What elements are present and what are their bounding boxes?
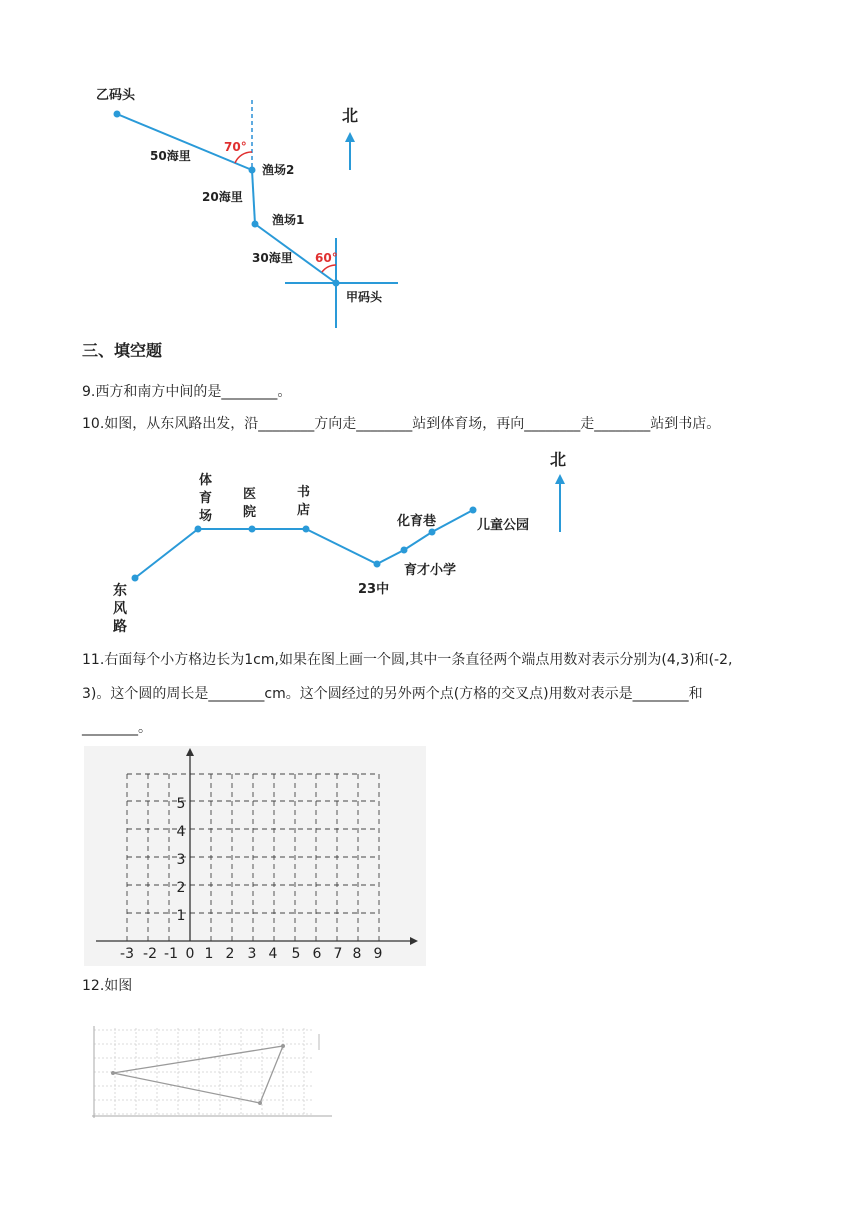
fig2-label-shudian-1: 书 bbox=[297, 485, 311, 500]
question-12: 12.如图 bbox=[82, 978, 133, 994]
fig3-grid-lines bbox=[127, 774, 379, 941]
fig3-x-tick-label: 2 bbox=[225, 946, 235, 962]
fig1-label-north: 北 bbox=[342, 106, 359, 125]
fig2-label-tiyuchang-1: 体 bbox=[199, 473, 213, 488]
fig2-point-23zhong bbox=[374, 561, 381, 568]
fig3-y-tick-label: 4 bbox=[176, 824, 186, 840]
fig1-label-dist-30: 30海里 bbox=[252, 251, 293, 265]
fig1-route-diagram bbox=[80, 80, 420, 335]
fig2-point-ertong bbox=[470, 507, 477, 514]
fig4-vertex-b bbox=[281, 1044, 285, 1048]
fig1-point-yi bbox=[114, 111, 121, 118]
fig2-label-tiyuchang-2: 育 bbox=[199, 491, 213, 506]
fig2-label-yiyuan-1: 医 bbox=[243, 487, 257, 502]
question-9: 9.西方和南方中间的是________。 bbox=[82, 384, 292, 400]
fig3-x-tick-label: 7 bbox=[333, 946, 343, 962]
fig1-label-fishery1: 渔场1 bbox=[272, 213, 305, 227]
fig1-label-angle-60: 60° bbox=[315, 251, 338, 265]
fig2-label-shudian-2: 店 bbox=[297, 503, 311, 518]
fig2-label-dongfeng-3: 路 bbox=[113, 619, 127, 635]
fig2-point-huayuxiang bbox=[429, 529, 436, 536]
fig1-label-yi-dock: 乙码头 bbox=[96, 88, 136, 103]
fig2-point-yiyuan bbox=[249, 526, 256, 533]
fig3-axis-labels bbox=[120, 796, 382, 962]
fig3-x-tick-label: 1 bbox=[204, 946, 214, 962]
question-11-line3: ________。 bbox=[82, 720, 152, 736]
fig2-label-yucai: 育才小学 bbox=[404, 563, 457, 578]
fig1-label-dist-20: 20海里 bbox=[202, 190, 243, 204]
fig1-label-fishery2: 渔场2 bbox=[262, 163, 295, 177]
question-10: 10.如图，从东风路出发，沿________方向走________站到体育场，再向________走________站到书店。 bbox=[82, 416, 721, 432]
fig1-label-jia-dock: 甲码头 bbox=[346, 290, 383, 304]
fig3-y-tick-label: 3 bbox=[176, 852, 186, 868]
fig2-route-map bbox=[100, 445, 600, 640]
fig3-x-tick-label: 8 bbox=[352, 946, 362, 962]
question-11-line2: 3)。这个圆的周长是________cm。这个圆经过的另外两个点(方格的交叉点)用数对表示是________和 bbox=[82, 686, 703, 702]
fig2-label-dongfeng-1: 东 bbox=[113, 583, 127, 599]
fig2-label-tiyuchang-3: 场 bbox=[199, 509, 213, 524]
fig3-x-tick-label: 3 bbox=[247, 946, 257, 962]
fig2-label-north: 北 bbox=[550, 450, 567, 469]
fig4-faint-triangle-diagram bbox=[82, 1020, 342, 1125]
fig2-label-23zhong: 23中 bbox=[358, 582, 390, 597]
fig3-y-tick-label: 1 bbox=[176, 908, 186, 924]
question-11-line1: 11.右面每个小方格边长为1cm,如果在图上画一个圆,其中一条直径两个端点用数对表示分别为(4,3)和(-2, bbox=[82, 652, 733, 668]
fig4-vertex-c bbox=[258, 1101, 262, 1105]
fig2-label-ertong: 儿童公园 bbox=[477, 518, 530, 533]
fig1-label-angle-70: 70° bbox=[224, 140, 247, 154]
fig3-x-tick-label: 6 bbox=[312, 946, 322, 962]
fig1-point-f2 bbox=[249, 167, 256, 174]
fig3-y-tick-label: 5 bbox=[176, 796, 186, 812]
fig2-point-yucai bbox=[401, 547, 408, 554]
fig2-north-arrow-head bbox=[555, 474, 565, 484]
fig3-x-axis-arrow bbox=[410, 937, 418, 945]
fig2-label-huayuxiang: 化育巷 bbox=[397, 514, 437, 529]
fig2-point-shudian bbox=[303, 526, 310, 533]
fig1-point-f1 bbox=[252, 221, 259, 228]
fig1-segment-f2-to-f1 bbox=[252, 170, 255, 224]
fig1-point-jia bbox=[333, 280, 340, 287]
fig3-x-tick-label: -1 bbox=[164, 946, 178, 962]
fig2-point-dongfeng bbox=[132, 575, 139, 582]
section-title: 三、填空题 bbox=[82, 341, 163, 360]
fig3-y-tick-label: 2 bbox=[176, 880, 186, 896]
fig3-x-tick-label: 4 bbox=[268, 946, 278, 962]
fig2-label-dongfeng-2: 风 bbox=[113, 601, 127, 617]
fig1-angle-arc-60 bbox=[322, 265, 336, 272]
fig4-triangle bbox=[113, 1046, 283, 1103]
fig3-x-tick-label: 9 bbox=[373, 946, 383, 962]
fig2-label-yiyuan-2: 院 bbox=[243, 505, 257, 520]
fig1-label-dist-50: 50海里 bbox=[150, 149, 191, 163]
fig3-x-tick-label: 5 bbox=[291, 946, 301, 962]
fig3-y-axis-arrow bbox=[186, 748, 194, 756]
fig3-x-tick-label: -2 bbox=[143, 946, 157, 962]
fig4-vertex-a bbox=[111, 1071, 115, 1075]
fig3-coordinate-grid bbox=[84, 746, 426, 966]
fig2-point-tiyuchang bbox=[195, 526, 202, 533]
fig3-x-tick-label: -3 bbox=[120, 946, 134, 962]
fig1-north-arrow-head bbox=[345, 132, 355, 142]
fig3-x-tick-label: 0 bbox=[185, 946, 195, 962]
